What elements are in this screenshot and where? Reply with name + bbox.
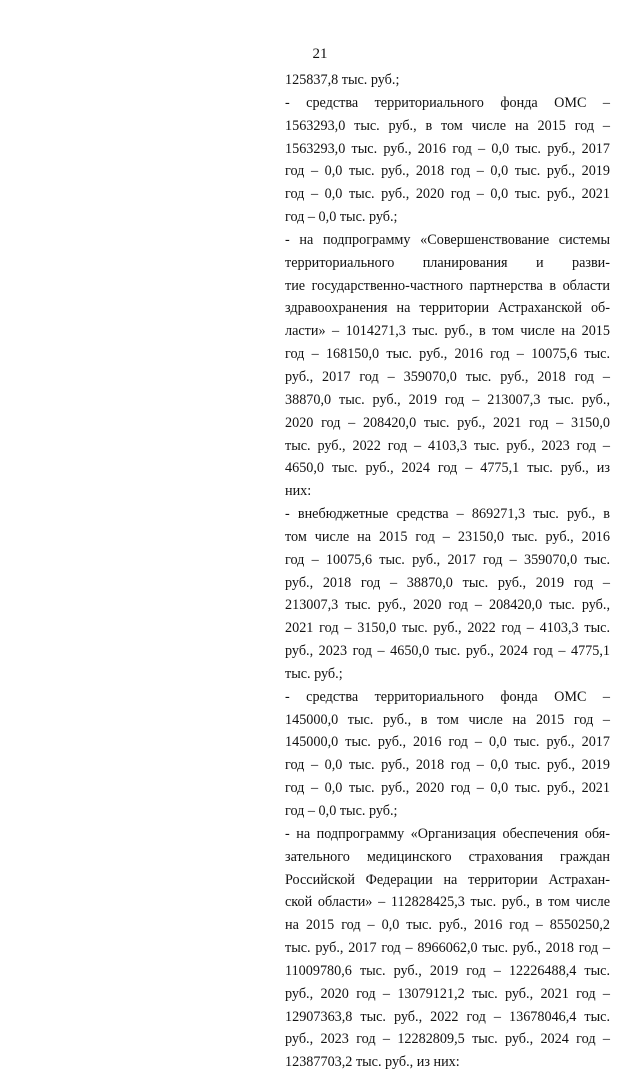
text-line: них: (285, 483, 312, 500)
text-line: 38870,0 тыс. руб., 2019 год – 213007,3 тыс. руб., (285, 391, 610, 408)
text-line: - на подпрограмму «Совершенствование системы (285, 231, 610, 248)
text-line: год – 0,0 тыс. руб.; (285, 803, 398, 819)
text-line: том числе на 2015 год – 23150,0 тыс. руб., 2016 (285, 528, 610, 545)
text-line: 1563293,0 тыс. руб., 2016 год – 0,0 тыс. руб., 2017 (285, 140, 610, 157)
text-line: руб., 2020 год – 13079121,2 тыс. руб., 2021 год – (285, 985, 610, 1002)
text-line: год – 168150,0 тыс. руб., 2016 год – 10075,6 тыс. (285, 346, 610, 363)
text-line: руб., 2018 год – 38870,0 тыс. руб., 2019 год – (285, 574, 610, 591)
text-line: руб., 2023 год – 12282809,5 тыс. руб., 2024 год – (285, 1031, 610, 1048)
text-line: год – 10075,6 тыс. руб., 2017 год – 359070,0 тыс. (285, 551, 610, 568)
text-line: 213007,3 тыс. руб., 2020 год – 208420,0 тыс. руб., (285, 597, 610, 614)
text-line: год – 0,0 тыс. руб., 2018 год – 0,0 тыс. руб., 2019 (285, 163, 610, 180)
text-line: тыс. руб.; (285, 665, 343, 682)
text-line: - на подпрограмму «Организация обеспечения обя- (285, 825, 610, 842)
paragraph (285, 69, 610, 92)
text-line: 11009780,6 тыс. руб., 2019 год – 12226488,4 тыс. (285, 962, 610, 979)
text-line: год – 0,0 тыс. руб., 2018 год – 0,0 тыс. руб., 2019 (285, 757, 610, 774)
text-line: территориального планирования и разви- (285, 254, 610, 271)
text-line: - средства территориального фонда ОМС – (285, 688, 610, 705)
text-line: ласти» – 1014271,3 тыс. руб., в том числе на 2015 (285, 323, 610, 340)
paragraph (285, 686, 610, 823)
document-body (285, 69, 610, 1074)
text-line: тие государственно-частного партнерства в области (285, 277, 610, 294)
text-line: 145000,0 тыс. руб., в том числе на 2015 год – (285, 711, 610, 728)
text-line: тыс. руб., 2017 год – 8966062,0 тыс. руб., 2018 год – (285, 940, 610, 957)
text-line: руб., 2023 год – 4650,0 тыс. руб., 2024 год – 4775,1 (285, 643, 610, 660)
text-line: год – 0,0 тыс. руб., 2020 год – 0,0 тыс. руб., 2021 (285, 780, 610, 797)
text-line: на 2015 год – 0,0 тыс. руб., 2016 год – 8550250,2 (285, 917, 610, 934)
text-line: год – 0,0 тыс. руб., 2020 год – 0,0 тыс. руб., 2021 (285, 186, 610, 203)
text-line: здравоохранения на территории Астраханской об- (285, 300, 610, 317)
text-line: зательного медицинского страхования граждан (285, 848, 610, 865)
text-line: 12387703,2 тыс. руб., из них: (285, 1054, 460, 1071)
text-line: год – 0,0 тыс. руб.; (285, 209, 398, 226)
text-line: 125837,8 тыс. руб.; (285, 72, 400, 88)
paragraph (285, 229, 610, 503)
text-line: 1563293,0 тыс. руб., в том числе на 2015 год – (285, 117, 610, 134)
text-line: - внебюджетные средства – 869271,3 тыс. руб., в (285, 506, 610, 523)
text-line: ской области» – 112828425,3 тыс. руб., в том числе (285, 894, 610, 911)
text-line: 4650,0 тыс. руб., 2024 год – 4775,1 тыс. руб., из (285, 460, 610, 477)
text-line: 2021 год – 3150,0 тыс. руб., 2022 год – 4103,3 тыс. (285, 620, 610, 637)
text-line: 2020 год – 208420,0 тыс. руб., 2021 год – 3150,0 (285, 414, 610, 431)
text-line: 145000,0 тыс. руб., 2016 год – 0,0 тыс. руб., 2017 (285, 734, 610, 751)
text-line: тыс. руб., 2022 год – 4103,3 тыс. руб., 2023 год – (285, 437, 610, 454)
paragraph (285, 503, 610, 686)
text-line: - средства территориального фонда ОМС – (285, 94, 610, 111)
text-line: руб., 2017 год – 359070,0 тыс. руб., 2018 год – (285, 368, 610, 385)
paragraph (285, 92, 610, 229)
text-line: Российской Федерации на территории Астрахан- (285, 871, 610, 888)
paragraph (285, 823, 610, 1074)
page-number: 21 (312, 46, 328, 62)
text-line: 12907363,8 тыс. руб., 2022 год – 13678046,4 тыс. (285, 1008, 610, 1025)
